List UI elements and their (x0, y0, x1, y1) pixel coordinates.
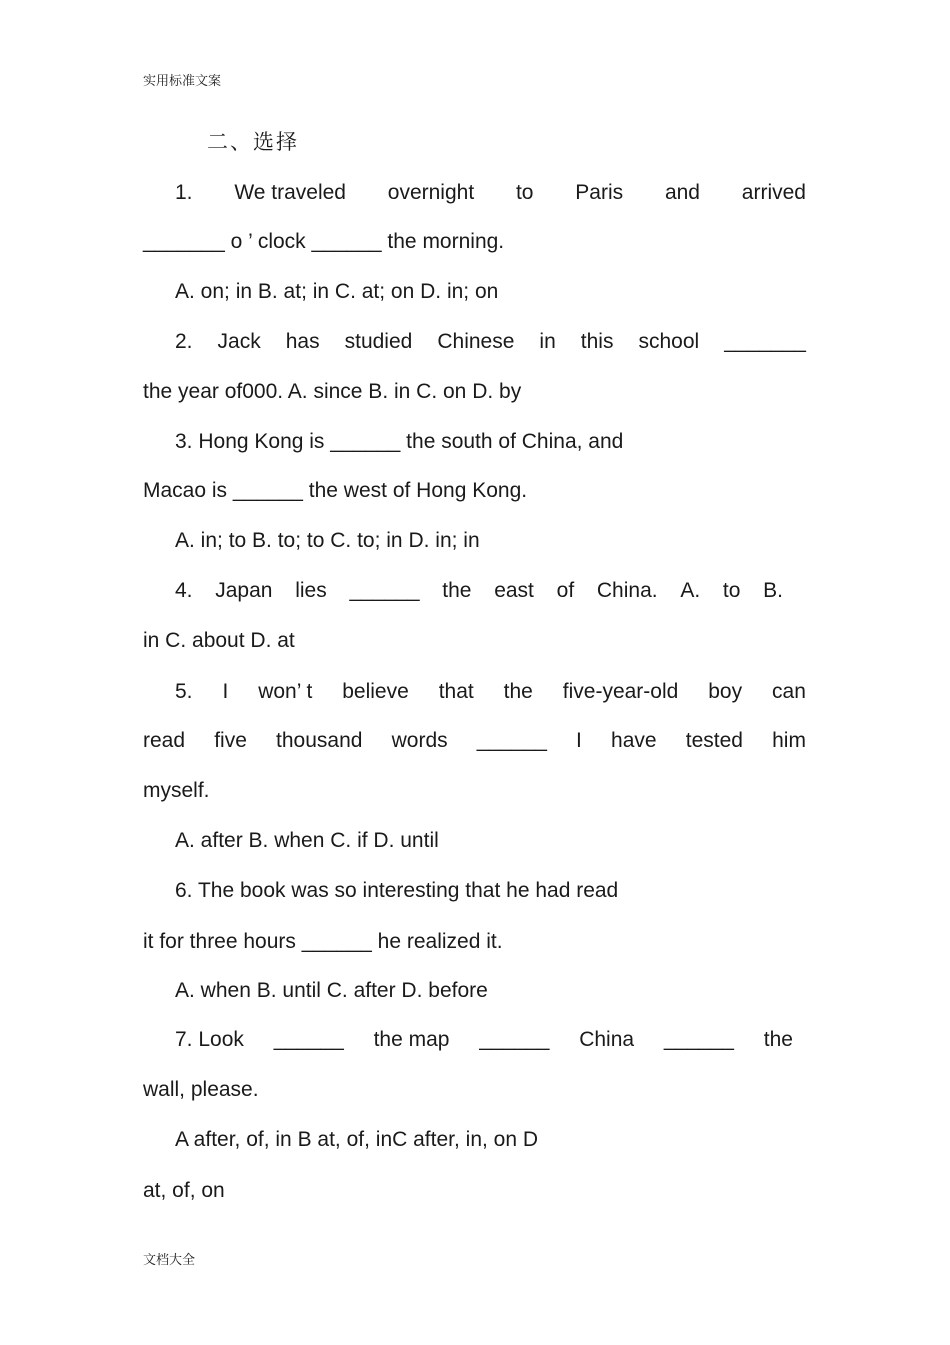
word: lies (295, 579, 327, 602)
word: arrived (741, 181, 806, 204)
section-title: 二、选择 (207, 130, 299, 154)
word: believe (342, 680, 409, 703)
word: boy (708, 680, 743, 703)
word: words (391, 729, 448, 752)
word: 2. (175, 330, 193, 353)
question-line-q4-a (175, 578, 783, 604)
question-line-q7-opts: A after, of, in B at, of, inC after, in, on D (175, 1128, 539, 1151)
word: 1. (175, 181, 193, 204)
word: him (772, 729, 806, 752)
word: _______ (724, 330, 806, 353)
word: thousand (276, 729, 363, 752)
word: read (143, 729, 186, 752)
word: I (222, 680, 229, 703)
word: five (214, 729, 247, 752)
word: can (772, 680, 806, 703)
word: the (763, 1028, 793, 1051)
question-line-q5-a (175, 679, 806, 705)
word: Chinese (437, 330, 515, 353)
question-line-q3-opts: A. in; to B. to; to C. to; in D. in; in (175, 529, 480, 552)
word: won’ t (258, 680, 313, 703)
word: ______ (476, 729, 547, 752)
word: overnight (387, 181, 475, 204)
word: B. (763, 579, 783, 602)
question-line-q7-opts2: at, of, on (143, 1179, 225, 1202)
word: the map (373, 1028, 450, 1051)
question-line-q2-b: the year of000. A. since B. in C. on D. by (143, 380, 522, 403)
word: east (494, 579, 534, 602)
page-header: 实用标准文案 (143, 74, 222, 89)
question-line-q6-a: 6. The book was so interesting that he had read (175, 879, 619, 902)
question-line-q1-a (175, 180, 806, 206)
question-line-q6-b: it for three hours ______ he realized it. (143, 930, 503, 953)
word: in (539, 330, 556, 353)
word: Jack (217, 330, 261, 353)
word: I (576, 729, 582, 752)
word: that (438, 680, 474, 703)
word: ______ (273, 1028, 344, 1051)
word: A. (680, 579, 701, 602)
word: China (579, 1028, 635, 1051)
word: five-year-old (562, 680, 679, 703)
question-line-q2-a (175, 329, 806, 355)
word: studied (344, 330, 413, 353)
word: 7. Look (175, 1028, 244, 1051)
word: tested (685, 729, 743, 752)
word: ______ (663, 1028, 734, 1051)
page-footer: 文档大全 (143, 1253, 196, 1268)
word: to (515, 181, 534, 204)
word: school (638, 330, 700, 353)
question-line-q3-b: Macao is ______ the west of Hong Kong. (143, 479, 528, 502)
word: China. (596, 579, 658, 602)
word: Japan (215, 579, 273, 602)
word: the (503, 680, 533, 703)
question-line-q3-a: 3. Hong Kong is ______ the south of China, and (175, 430, 624, 453)
word: 4. (175, 579, 193, 602)
question-line-q1-opts: A. on; in B. at; in C. at; on D. in; on (175, 280, 499, 303)
word: ______ (349, 579, 420, 602)
word: of (556, 579, 575, 602)
word: ______ (479, 1028, 550, 1051)
word: 5. (175, 680, 193, 703)
question-line-q5-b (143, 728, 806, 754)
word: has (285, 330, 320, 353)
word: and (664, 181, 700, 204)
question-line-q7-a (175, 1027, 793, 1053)
word: Paris (575, 181, 624, 204)
word: have (611, 729, 657, 752)
question-line-q5-c: myself. (143, 779, 210, 802)
question-line-q5-opts: A. after B. when C. if D. until (175, 829, 439, 852)
question-line-q4-b: in C. about D. at (143, 629, 295, 652)
question-line-q7-b: wall, please. (143, 1078, 259, 1101)
word: this (580, 330, 614, 353)
question-line-q6-opts: A. when B. until C. after D. before (175, 979, 488, 1002)
word: We traveled (234, 181, 346, 204)
question-line-q1-b: _______ o ’ clock ______ the morning. (143, 230, 505, 253)
word: the (442, 579, 472, 602)
word: to (722, 579, 741, 602)
